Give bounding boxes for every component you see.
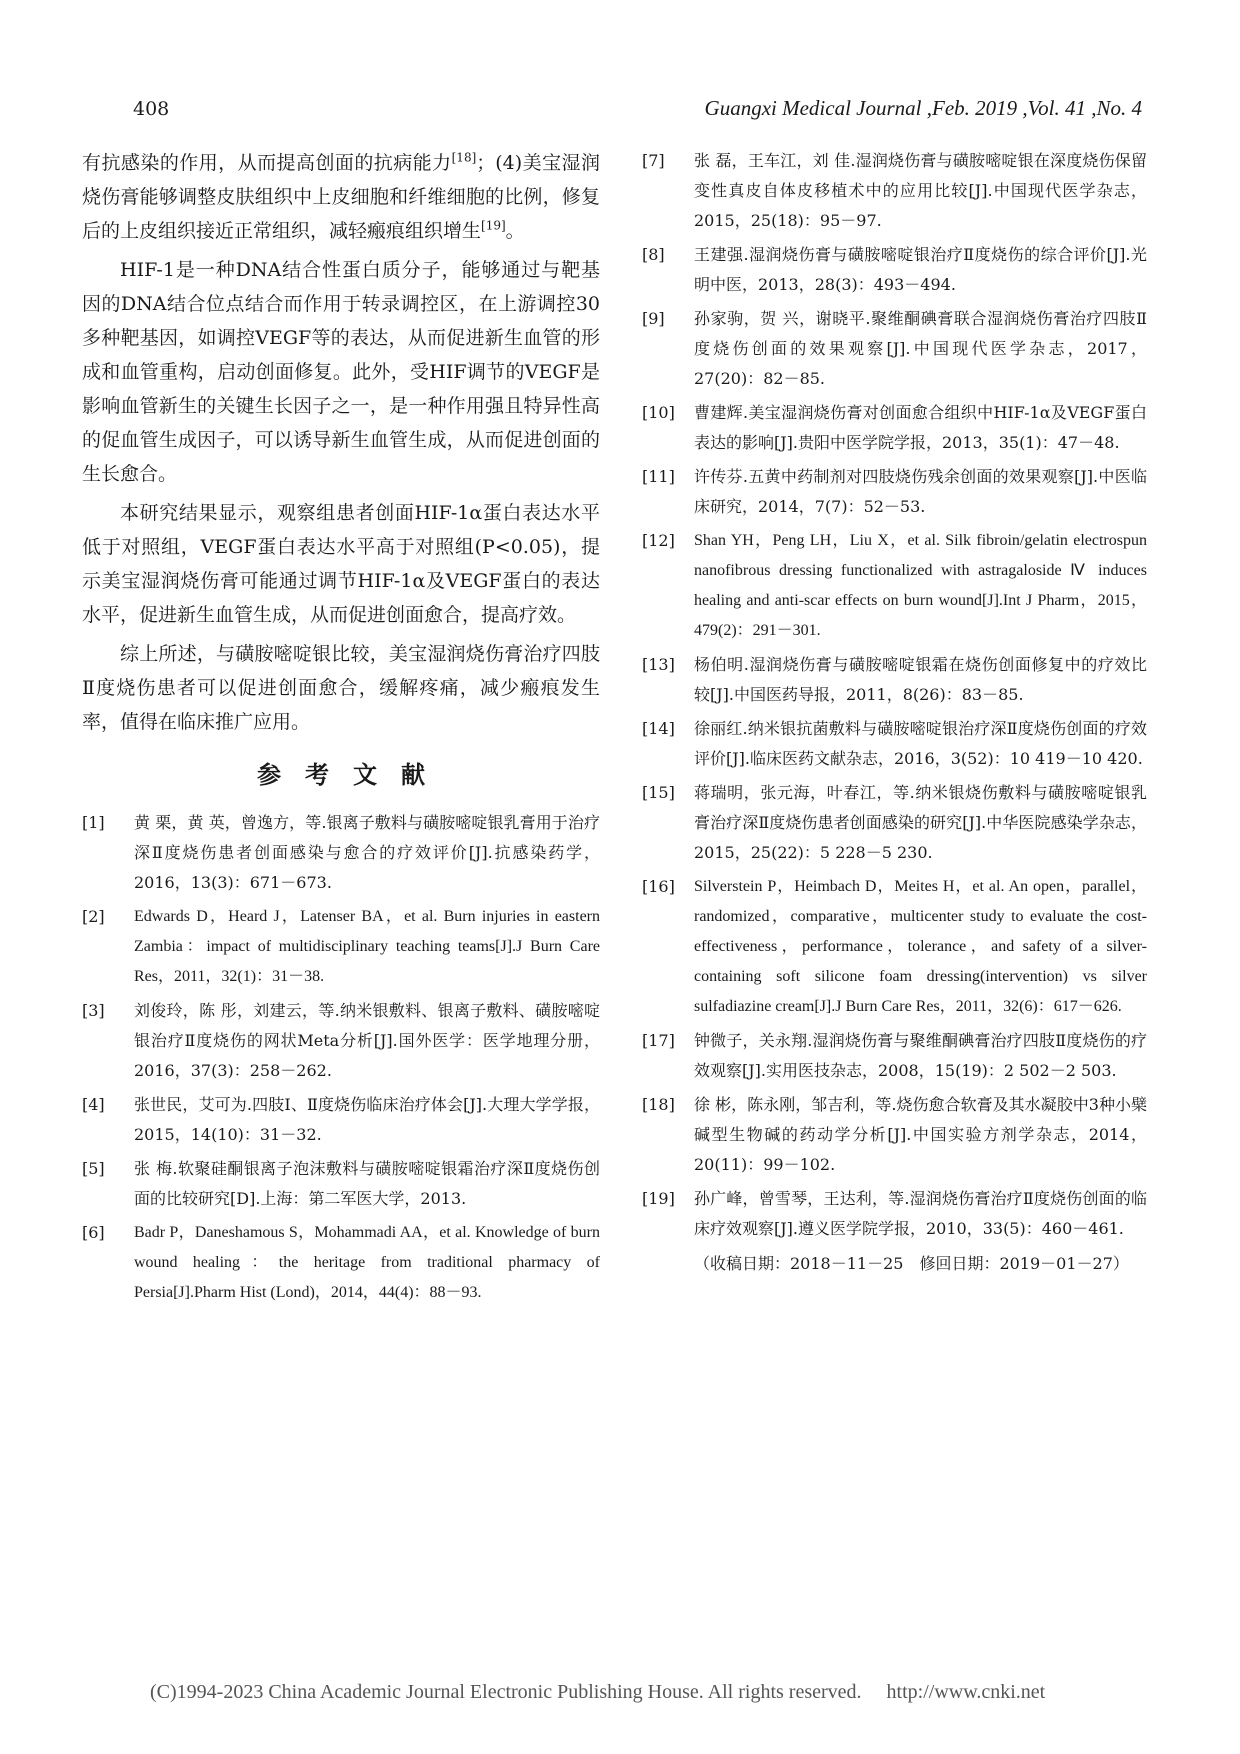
reference-number: [7] — [642, 151, 665, 170]
body-paragraph-2: HIF-1是一种DNA结合性蛋白质分子，能够通过与靶基因的DNA结合位点结合而作用于转录调控区，在上游调控30多种靶基因，如调控VEGF等的表达，从而促进新生血管的形成和血管重构，启动创面修复。此外，受HIF调节的VEGF是影响血管新生的关键生长因子之一，是一种作用强且特异性高的促血管生成因子，可以诱导新生血管生成，从而促进创面的生长愈合。 — [82, 259, 600, 485]
reference-item — [642, 1090, 1147, 1180]
reference-number: [2] — [82, 907, 105, 926]
reference-item — [82, 1090, 600, 1150]
reference-text: 许传芬.五黄中药制剂对四肢烧伤残余创面的效果观察[J].中医临床研究，2014，7(7)：52－53. — [694, 467, 1147, 516]
body-paragraph-3: 本研究结果显示，观察组患者创面HIF-1α蛋白表达水平低于对照组，VEGF蛋白表达水平高于对照组(P<0.05)，提示美宝湿润烧伤膏可能通过调节HIF-1α及VEGF蛋白的表达水平，促进新生血管生成，从而促进创面愈合，提高疗效。 — [82, 502, 600, 626]
reference-number: [3] — [82, 1001, 105, 1020]
reference-item — [642, 146, 1147, 236]
reference-item — [82, 808, 600, 898]
reference-text: 孙广峰，曾雪琴，王达利，等.湿润烧伤膏治疗Ⅱ度烧伤创面的临床疗效观察[J].遵义医学院学报，2010，33(5)：460－461. — [694, 1189, 1147, 1238]
body-paragraph-1: 有抗感染的作用，从而提高创面的抗病能力[18]；(4)美宝湿润烧伤膏能够调整皮肤组织中上皮细胞和纤维细胞的比例，修复后的上皮组织接近正常组织，减轻瘢痕组织增生[19]。 — [82, 150, 600, 242]
reference-number: [5] — [82, 1159, 105, 1178]
reference-item — [642, 304, 1147, 394]
right-column — [642, 146, 1147, 1278]
reference-number: [19] — [642, 1189, 675, 1208]
reference-number: [15] — [642, 783, 675, 802]
reference-number: [13] — [642, 655, 675, 674]
reference-text: 张 梅.软聚硅酮银离子泡沫敷料与磺胺嘧啶银霜治疗深Ⅱ度烧伤创面的比较研究[D].上海：第二军医大学，2013. — [134, 1159, 600, 1208]
reference-text: 黄 栗，黄 英，曾逸方，等.银离子敷料与磺胺嘧啶银乳膏用于治疗深Ⅱ度烧伤患者创面感染与愈合的疗效评价[J].抗感染药学，2016，13(3)：671－673. — [134, 813, 600, 892]
reference-text: Badr P，Daneshamous S，Mohammadi AA，et al. Knowledge of burn wound healing：the heritage from traditional pharmacy of Persia[J].Pharm Hist (Lond)，2014，44(4)：88－93. — [134, 1224, 600, 1301]
reference-number: [12] — [642, 531, 675, 550]
reference-number: [10] — [642, 403, 675, 422]
reference-number: [4] — [82, 1095, 105, 1114]
reference-number: [16] — [642, 877, 675, 896]
reference-item — [642, 778, 1147, 868]
reference-text: 王建强.湿润烧伤膏与磺胺嘧啶银治疗Ⅱ度烧伤的综合评价[J].光明中医，2013，28(3)：493－494. — [694, 245, 1147, 294]
reference-text: 曹建辉.美宝湿润烧伤膏对创面愈合组织中HIF-1α及VEGF蛋白表达的影响[J].贵阳中医学院学报，2013，35(1)：47－48. — [694, 403, 1147, 452]
reference-item — [642, 462, 1147, 522]
reference-item — [82, 1218, 600, 1308]
left-column — [82, 146, 600, 1312]
reference-item — [642, 1026, 1147, 1086]
reference-text: Shan YH，Peng LH，Liu X，et al. Silk fibroin/gelatin electrospun nanofibrous dressing functionalized with astragaloside Ⅳ induces healing and anti-scar effects on burn wound[J].Int J Pharm，2015，479(2)：291－301. — [694, 532, 1147, 639]
reference-text: 杨伯明.湿润烧伤膏与磺胺嘧啶银霜在烧伤创面修复中的疗效比较[J].中国医药导报，2011，8(26)：83－85. — [694, 655, 1147, 704]
reference-text: 张 磊，王车江，刘 佳.湿润烧伤膏与磺胺嘧啶银在深度烧伤保留变性真皮自体皮移植术中的应用比较[J].中国现代医学杂志，2015，25(18)：95－97. — [694, 151, 1147, 230]
reference-item — [82, 902, 600, 992]
reference-text: 徐丽红.纳米银抗菌敷料与磺胺嘧啶银治疗深Ⅱ度烧伤创面的疗效评价[J].临床医药文献杂志，2016，3(52)：10 419－10 420. — [694, 719, 1147, 768]
reference-text: 徐 彬，陈永刚，邹吉利，等.烧伤愈合软膏及其水凝胶中3种小檗碱型生物碱的药动学分析[J].中国实验方剂学杂志，2014，20(11)：99－102. — [694, 1095, 1147, 1174]
reference-text: 刘俊玲，陈 彤，刘建云，等.纳米银敷料、银离子敷料、磺胺嘧啶银治疗Ⅱ度烧伤的网状Meta分析[J].国外医学：医学地理分册，2016，37(3)：258－262. — [134, 1001, 600, 1080]
reference-item — [642, 240, 1147, 300]
reference-text: Silverstein P，Heimbach D，Meites H，et al. An open，parallel，randomized，comparative，multicenter study to evaluate the cost-effectiveness，performance，tolerance，and safety of a silver-containing soft silicone foam dressing(intervention) vs silver sulfadiazine cream[J].J Burn Care Res，2011，32(6)：617－626. — [694, 878, 1147, 1015]
reference-number: [14] — [642, 719, 675, 738]
reference-item — [642, 872, 1147, 1022]
copyright-footer: (C)1994-2023 China Academic Journal Electronic Publishing House. All rights reserved. http://www.cnki.net — [150, 1681, 1046, 1703]
received-dates: （收稿日期：2018－11－25 修回日期：2019－01－27） — [694, 1254, 1129, 1273]
reference-text: 蒋瑞明，张元海，叶春江，等.纳米银烧伤敷料与磺胺嘧啶银乳膏治疗深Ⅱ度烧伤患者创面感染的研究[J].中华医院感染学杂志，2015，25(22)：5 228－5 230. — [694, 783, 1147, 862]
references-heading: 参考文献 — [257, 760, 449, 789]
reference-list-right — [642, 146, 1147, 1244]
reference-number: [18] — [642, 1095, 675, 1114]
reference-number: [6] — [82, 1223, 105, 1242]
reference-text: 孙家驹，贺 兴，谢晓平.聚维酮碘膏联合湿润烧伤膏治疗四肢Ⅱ度烧伤创面的效果观察[J].中国现代医学杂志，2017，27(20)：82－85. — [694, 309, 1147, 388]
body-paragraph-4: 综上所述，与磺胺嘧啶银比较，美宝湿润烧伤膏治疗四肢Ⅱ度烧伤患者可以促进创面愈合，缓解疼痛，减少瘢痕发生率，值得在临床推广应用。 — [82, 643, 600, 733]
reference-number: [1] — [82, 813, 105, 832]
reference-item — [642, 526, 1147, 646]
reference-number: [11] — [642, 467, 675, 486]
reference-list-left — [82, 808, 600, 1308]
running-head: Guangxi Medical Journal ,Feb. 2019 ,Vol. 41 ,No. 4 — [704, 96, 1142, 120]
reference-item — [642, 398, 1147, 458]
reference-number: [17] — [642, 1031, 675, 1050]
page-number: 408 — [133, 98, 170, 120]
reference-number: [8] — [642, 245, 665, 264]
reference-number: [9] — [642, 309, 665, 328]
reference-item — [82, 1154, 600, 1214]
reference-text: 张世民，艾可为.四肢Ⅰ、Ⅱ度烧伤临床治疗体会[J].大理大学学报，2015，14(10)：31－32. — [134, 1095, 600, 1144]
reference-text: Edwards D，Heard J，Latenser BA，et al. Burn injuries in eastern Zambia：impact of multidisciplinary teaching teams[J].J Burn Care Res，2011，32(1)：31－38. — [134, 908, 600, 985]
reference-item — [642, 714, 1147, 774]
reference-item — [642, 650, 1147, 710]
reference-text: 钟微子，关永翔.湿润烧伤膏与聚维酮碘膏治疗四肢Ⅱ度烧伤的疗效观察[J].实用医技杂志，2008，15(19)：2 502－2 503. — [694, 1031, 1147, 1080]
reference-item — [82, 996, 600, 1086]
reference-item — [642, 1184, 1147, 1244]
